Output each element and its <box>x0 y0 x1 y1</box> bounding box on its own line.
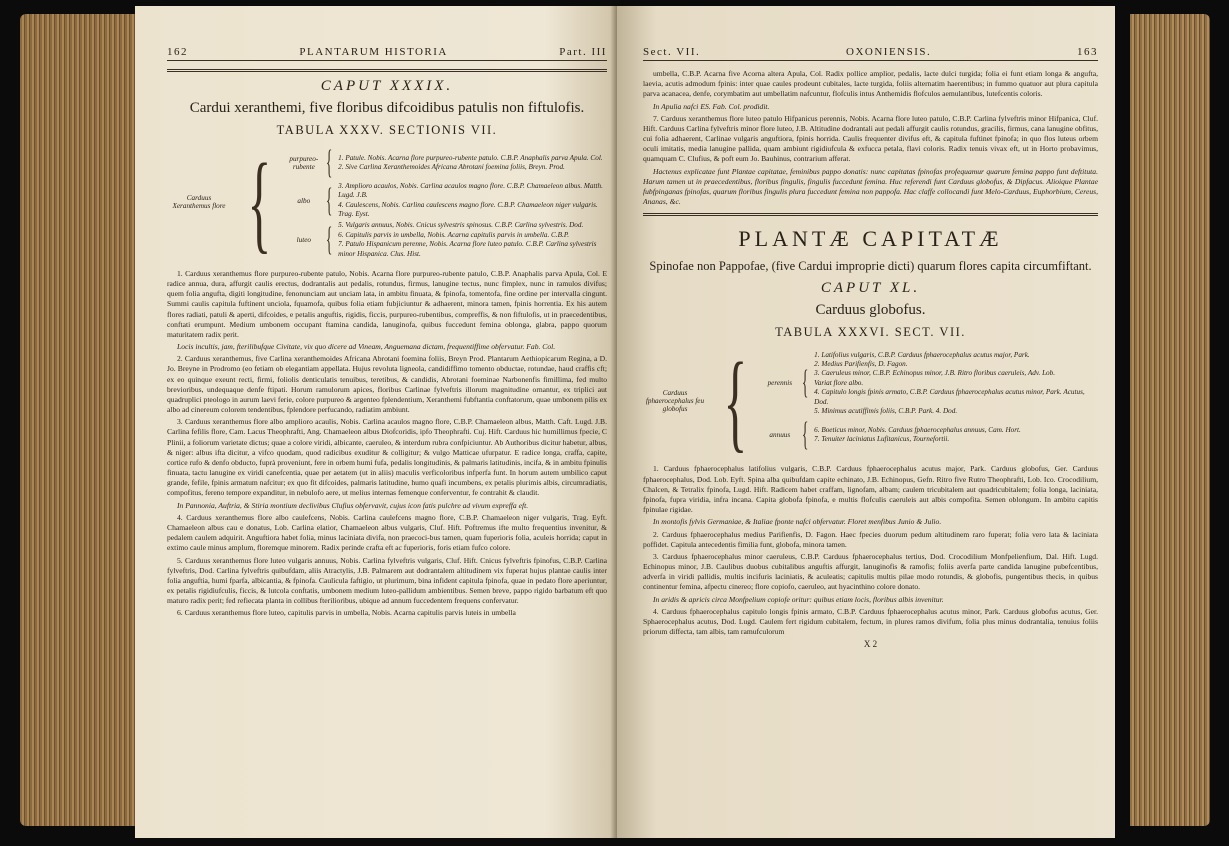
left-synopsis-table <box>167 141 607 264</box>
left-synopsis-groups <box>288 144 607 261</box>
left-part-label: Part. III <box>559 46 607 58</box>
synopsis-group-label: purpureo-rubente <box>289 155 319 171</box>
paragraph: 4. Carduus xeranthemus flore albo caulefcens, Nobis. Carlina caulefcens magno flore, C.B.P. Chamaeleon niger vulgaris, Trag. Eyft. Chamaeleon albus cau e donatus, Lob. Carlina elatior, Chamaeleon albus vulgaris, Cluf. Hift. Poftremus ifte multo frequentius invenitur, & pedalem caulem adquirit. Anguftiora habet folia, minus laciniata divifa, non praecoci-bus tamen, quam fuperioris folia, aculeis horrida; caput in extimo caule minus amplum, floremque minorem. Radix perinde crafta eft ac fuperioris, foris etiam fufco colore. <box>167 512 607 553</box>
paragraph: 3. Carduus xeranthemus flore albo amplioro acaulis, Nobis. Carlina acaulos magno flore, C.B.P. Chamaeleon albus, Matth. Caft. Lugd. J.B. Carlina fefilis flore, Cam. Lacus Theophrafti, Ang. Chamaeleon albus Diofcoridis, ipfo Theophrafti. Cuj. Hift. Carduus hic humillimus fpecie, C Plinii, a foliorum varietate dictus; quae a colore viridi, albicante, caeruleo, & interdum rubra confpiciuntur. Ab Authoribus dicitur habetur, albus, & niger: albus ifta dicitur, a vifco quodam, quod radicibus exuditur & colligitur; & vulgo Matticae ufurpatur. E radice longa, craffa, capite, cortice rufo & denfo obducto, fuprà proveniunt, fere in orbem humi fufa, pedalis longitudinis, & palmaris latitudinis, incifa, & in ambitu fpinulis finuata, tactu lanugine ex viridi canefcentia, quae per aetatem (ut in aliis) maculis verficoloribus infperfa funt. In horum autem umbilico caput grande, fefile, fpinis armatum nafcitur; ex quo fit difcoides, palmaris latitudine, humo quafi incumbens, ex petalis plurimis albis, circumradiatis, compofitus, fereno tempore expanditur, in nebulofo aere, ut melius internas femenque conferventur, fe contrahit & claudit. <box>167 417 607 498</box>
open-book <box>20 6 1210 838</box>
right-page <box>617 6 1115 838</box>
right-running-title: OXONIENSIS. <box>846 46 932 58</box>
synopsis-item: 3. Amplioro acaulos, Nobis. Carlina acaulos magno flore. C.B.P. Chamaeleon albus. Matth. Lugd. J.B. <box>338 182 603 200</box>
synopsis-group-brace: { <box>325 221 333 259</box>
right-big-title: PLANTÆ CAPITATÆ <box>738 226 1003 252</box>
right-chapter-title: Carduus globofus. <box>815 302 926 319</box>
synopsis-item: Variat flore albo. <box>814 378 864 387</box>
right-page-number: 163 <box>1076 46 1098 58</box>
synopsis-group-label: perennis <box>767 379 793 388</box>
paragraph: 2. Carduus fphaerocephalus medius Parifienfis, D. Fagon. Haec fpecies duorum pedum altitudinem raro fuperat; folia vero lata & laciniata poffidet. Capitula antecedentis fimilia funt, globofa, minora tamen. <box>643 529 1098 549</box>
left-body-text <box>167 269 607 619</box>
synopsis-item-list <box>338 221 607 258</box>
paragraph: 1. Carduus fphaerocephalus latifolius vulgaris, C.B.P. Carduus fphaerocephalus acutus major, Park. Carduus globofus, Ger. Carduus fphaerocephalus, Dod. Lob. Eyft. Spina alba quibufdam capite echinato, J.B. Echinopus, Gefn. Ritro five Rutro Theophrafti, Lob. Ico. Crocodilium, Chalcen, & Tetralix fpinofa, Lugd. Hift. Radicem habet craffam, lignofam, albam; caulem tricubitalem aut quadricubitalem; folia longa, laciniata, fpinofa, fupra viridia, infra incana. Capita globofa fpinofa, e multis flofculis caeruleis aut albis compofita. Semen oblongum. In ambitu capitis fpinulae rigidae. <box>643 464 1098 515</box>
left-running-title: PLANTARUM HISTORIA <box>299 46 448 58</box>
paragraph: 7. Carduus xeranthemus flore luteo patulo Hifpanicus perennis, Nobis. Acarna flore luteo patulo, C.B.P. Carlina fylveftris minor Hifpanica, Cluf. Hift. Carduus Carlina fylveftris minor flore luteo, J.B. Altitudine dodrantali aut pedali affurgit caulis rotundus, gracilis, firmus, cana lanugine obfitus, cui folia adhaerent, Carlinae vulgaris anguftiora, fpinis horrida. Caulis frequenter divifus eft, & capitula fuftinet fpinofa; in quo flos luteus orbem oculi imitatis, media lanugine pallida, quam ambiunt rigidiufcula & exfucca petala, flavi coloris. Radix tenuis vivax eft, ut in Horto probavimus, quamquam C. Clufius, & poft eum Jo. Bauhinus, contrarium afferat. <box>643 113 1098 164</box>
right-synopsis-table <box>643 340 1098 463</box>
right-synopsis-root: Carduus fphaerocephalus feu globofus <box>645 389 705 414</box>
right-tabula: TABULA XXXVI. SECT. VII. <box>775 325 966 340</box>
synopsis-item: 3. Caeruleus minor, C.B.P. Echinopus minor, J.B. Ritro floribus caeruleis, Adv. Lob. <box>814 369 1056 378</box>
paragraph: 6. Carduus xeranthemus flore luteo, capitulis parvis in umbella, Nobis. Acarna capitulis parvis luteis in umbella <box>177 608 516 618</box>
synopsis-item: 6. Boeticus minor, Nobis. Carduus fphaerocephalus annuus, Cam. Hort. <box>814 425 1021 434</box>
synopsis-group-label: annuus <box>769 431 791 440</box>
left-tabula: TABULA XXXV. SECTIONIS VII. <box>276 123 498 137</box>
synopsis-group-brace: { <box>801 416 809 454</box>
paragraph: In Pannonia, Auftria, & Stiria montium declivibus Clufius obfervavit, cujus icon fatis pulchre ad vivum expreffa eft. <box>177 500 529 510</box>
left-page-number: 162 <box>167 46 188 58</box>
synopsis-group-brace: { <box>801 364 809 402</box>
left-synopsis-root: Carduus Xeranthemus flore <box>172 194 226 211</box>
right-page-content <box>643 46 1098 649</box>
right-synopsis-brace: { <box>723 340 748 463</box>
synopsis-item: 1. Patule. Nobis. Acarna flore purpureo-rubente patulo. C.B.P. Anaphalis parva Apula. Col. <box>338 153 603 162</box>
paragraph: 5. Carduus xeranthemus flore luteo vulgaris annuus, Nobis. Carlina fylveftris vulgaris, Cluf. Hift. Cnicus fylveftris fpinofus, C.B.P. Carlina fylveftris, Dod. Carlina fylveftris quibufdam, aliis Atractylis, J.B. Palmarem aut dodrantalem altitudinem vix fuperat hujus plantae caulis inter folia anguftia, humi fparfa, albicantia, & fpinofa. Caulicula faftigio, ut plurimum, bina infident capitula fpinofa, quae in pedato flore aperiuntur, ex petalis rigidiufculis, ficcis, & lutcola conftatis, umbonem medium luteo-pallidum ambientibus. Semen breve, pappo rigido barbatum eft quo maturo radix perit; fed refiecata planta in collibus fterilioribus, ubique ad annum fuccedentem frequens confervatur. <box>167 555 607 606</box>
paragraph: 3. Carduus fphaerocephalus minor caeruleus, C.B.P. Carduus fphaerocephalus tertius, Dod. Crocodilium Monfpelienfium, Dal. Hift. Lugd. Echinopus minor, J.B. Caulibus duobus cubitalibus anguftis affurgit, lanuginofis & ramofis; foliis averfa parte candida lanugine pubefcentibus, adverfa in viridi pallidis, multis incifuris laciniatis, & aculeatis; capitulis multis pilae modo rotundis, & globofis, pungentibus thecis, in quibus continentur femina, afpectu cinereo; flore copiofo, caeruleo, aut hyacinthino colore donato. <box>643 551 1098 592</box>
synopsis-group <box>288 221 607 258</box>
right-top-text <box>643 69 1098 207</box>
left-page-content <box>167 46 607 621</box>
left-running-head <box>167 46 607 61</box>
right-running-head <box>643 46 1098 61</box>
synopsis-item: 2. Medius Parifienfis, D. Fagon. <box>814 360 908 369</box>
synopsis-group-label: luteo <box>296 236 311 245</box>
paragraph: 2. Carduus xeranthemus, five Carlina xeranthemoides Africana Abrotani foemina foliis, Breyn Prod. Plantarum Aethiopicarum Regina, a D. Jo. Breyne in Prodromo (eo fetiam ob elegantiam appellata. Hujus revoluta ligneola, candidiffimo tomento obductae, rotundae, haud craffis cft; ex eo quinque exeunt recti, firmi, foliolis denticulatis tenuibus, teretibus, & candidis, Abrotani foeminae Narbonenfis fimillima, fed multo brevioribus, undequaque denfe ftipati. Horum ramulorum apices, floribus Carlinae fylveftris illorum magnitudine ornantur, ex triplici aut quadruplici pteologo in aurum laevi ferie, colore purpureo & argenteo fplendentium, Xeranthemi fubftantia conftatorum, quae umbonem pilis ex albo ad cinereum colorem tendentibus, fplendore perfucando, radiatim ambiunt. <box>167 354 607 415</box>
synopsis-group <box>288 182 607 219</box>
right-body-text <box>643 464 1098 637</box>
signature-mark: X 2 <box>863 639 878 650</box>
left-page <box>135 6 617 838</box>
synopsis-item: 4. Caulescens, Nobis. Carlina caulescens magno flore. C.B.P. Chamaeleon niger vulgaris. Trag. Eyst. <box>338 200 598 219</box>
paragraph: 4. Carduus fphaerocephalus capitulo longis fpinis armato, C.B.P. Carduus fphaerocephalus acutus minor, Park. Carduus globofus acutus, Ger. Sphaerocephalus acutus, Dod. Lugd. Caulem fert rigidum cubitalem, fectum, in plures ramos divifum, folia plus minus dodrantalia, tenuius foliis priorum diffecta, tam albis, tam ramufculorum <box>643 606 1098 637</box>
right-caput: CAPUT XL. <box>820 280 921 297</box>
synopsis-group-brace: { <box>325 144 333 181</box>
synopsis-item: 7. Patulo Hispanicum perenne, Nobis. Acarna flore luteo patulo. C.B.P. Carlina sylvestris minor Hispanica. Clus. Hist. <box>338 240 597 258</box>
synopsis-group <box>764 351 1098 417</box>
right-section-label: Sect. VII. <box>643 46 701 58</box>
paragraph: umbella, C.B.P. Acarna five Acorna altera Apula, Col. Radix pollice amplior, pedalis, lacte dulci turgida; folia ei funt etiam longa & angufta, laevia, acutis admodum fpinis: inter quae caules prodeunt cubitales, lacte turgida, foliis alternatim haerentibus; in fummo quatuor aut plura capitula parva acanacea, denfe, corymbatim aut umbellatim nafcuntur, flofculis intus Anthemidis flofculos aemulantibus, lutefcentis coloris. <box>643 69 1098 99</box>
synopsis-item: 7. Tenuiter laciniatus Lufitanicus, Tournefortii. <box>814 435 950 444</box>
synopsis-item-list <box>814 426 1098 445</box>
synopsis-item: 4. Capitulo longis fpinis armato, C.B.P. Carduus fphaerocephalus acutus minor, Park. Acutus, Dod. <box>814 388 1085 406</box>
synopsis-item: 5. Vulgaris annuus, Nobis. Cnicus sylvestris spinosus. C.B.P. Carlina sylvestris. Dod. <box>338 221 584 230</box>
paragraph: In aridis & apricis circa Monfpelium copiofe oritur: quibus etiam locis, floribus albis invenitur. <box>653 594 944 604</box>
left-page-edges <box>20 14 140 826</box>
synopsis-item-list <box>814 351 1098 417</box>
left-caput: CAPUT XXXIX. <box>320 78 454 94</box>
paragraph: Locis incultis, jam, fterilibufque Civitate, vix quo dicere ad Vineam, Anguemana dictam, frequentiffime obfervatur. Fab. Col. <box>177 342 556 352</box>
left-title-rule <box>167 69 607 72</box>
synopsis-group-label: albo <box>297 196 311 205</box>
right-synopsis-groups <box>764 349 1098 455</box>
right-page-edges <box>1130 14 1210 826</box>
synopsis-item-list <box>338 154 607 173</box>
left-synopsis-brace: { <box>247 141 272 264</box>
synopsis-group <box>764 418 1098 452</box>
synopsis-item: 6. Capitulis parvis in umbella, Nobis. Acarna capitulis parvis in umbella. C.B.P. <box>338 230 570 239</box>
paragraph: 1. Carduus xeranthemus flore purpureo-rubente patulo, Nobis. Acarna flore purpureo-rubente patulo, C.B.P. Anaphalis parva Apula, Col. E radice annua, dura, affurgit caulis erectus, dodrantalis aut pedalis, rotundus, firmus, lanugine tectus, nunc fimplex, nunc in ramulos divifus; quem folia angufta, digiti longitudine, fenonunciam aut unciam lata, in ambitu finuata, & fpinofa, tomentofa, fine ordine per intervalla cingunt. Summi caulis capitula fuftinent unciola, fquamofa, quibus folia etiam fubjiciuntur & adhaerent, minora tamen, fpinis horrentia. Ex his autem flores radiati, patuli & aperti, difcoides, e petalis anguftis, rigidis, ficcis, purpureo-rubentibus, compreffis, & non fiftulofis, ut in praecedentibus, conftati erumpunt. Medium umbonem occupant ftamina candida, lanuginofa, quibus fuccedunt femina oblonga, glabra, pappo quorum maturitatem radix perit. <box>167 268 607 339</box>
synopsis-group-brace: { <box>325 181 333 219</box>
right-subtitle: Spinofae non Pappofae, (five Cardui improprie dicti) quarum flores capita circumfiftant. <box>649 259 1092 274</box>
paragraph: In montofis fylvis Germaniae, & Italiae fponte nafci obfervatur. Floret menfibus Junio & Julio. <box>653 517 942 527</box>
right-section-rule <box>643 213 1098 216</box>
synopsis-item: 2. Sive Carlina Xeranthemoides Africana Abrotani foemina foliis, Breyn. Prod. <box>338 163 565 171</box>
paragraph: In Apulia nafci ES. Fab. Col. prodidit. <box>653 101 770 111</box>
synopsis-item-list <box>338 182 607 219</box>
synopsis-item: 5. Minimus acutiffimis foliis, C.B.P. Park. 4. Dod. <box>814 406 958 415</box>
synopsis-group <box>288 146 607 180</box>
paragraph: Hactenus explicatae funt Plantae capitatae, feminibus pappo donatis: nunc capitatas fpinofas profequamur quarum femina pappo funt deftituta. Harum tamen ut in praecedentibus, floribus fingulis, fingulis fuccedunt femina. Huc referendi funt Carduus globofus, & Dipfacus. Alioique Plantae fubfpinganas fpinofas, quarum floribus fingulis plura fuccedunt femina non pappofa. Hac claffe collocandi funt Melo-Carduus, Euphorbium, Cereus, Ananas, &c. <box>643 166 1098 207</box>
left-chapter-title: Cardui xeranthemi, five floribus difcoidibus patulis non fiftulofis. <box>189 100 585 116</box>
synopsis-item: 1. Latifolius vulgaris, C.B.P. Carduus fphaerocephalus acutus major, Park. <box>814 350 1030 359</box>
